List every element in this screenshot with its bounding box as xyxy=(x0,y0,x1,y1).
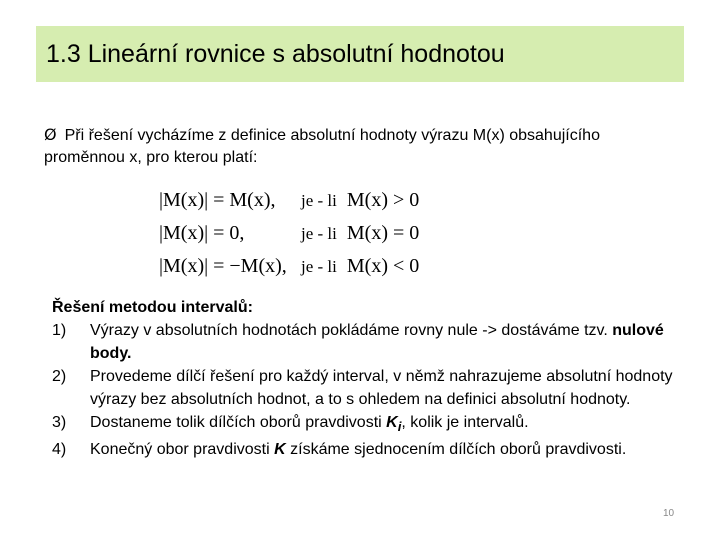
steps-list xyxy=(48,319,698,461)
formula-cond: M(x) > 0 xyxy=(346,189,420,211)
formula-lhs: |M(x)| = 0, xyxy=(159,222,245,244)
intro-text: Při řešení vycházíme z definice absolutní hodnoty výrazu M(x) obsahujícího proměnnou x, pro kterou platí: xyxy=(44,127,600,166)
formula-condition xyxy=(301,251,419,282)
step-bold: K xyxy=(386,414,398,431)
formula-lhs: |M(x)| = M(x), xyxy=(159,189,276,211)
formula-jeli: je - li xyxy=(301,257,337,276)
step-text: Výrazy v absolutních hodnotách pokládáme rovny nule -> dostáváme tzv. xyxy=(90,322,613,339)
step-text-end: získáme sjednocením dílčích oborů pravdivosti. xyxy=(285,441,627,459)
step-bold: K xyxy=(274,441,286,459)
step-number: 4) xyxy=(52,441,67,459)
formula-jeli: je - li xyxy=(301,224,337,243)
formula-condition xyxy=(301,218,419,249)
formula-cond: M(x) < 0 xyxy=(346,255,420,277)
intro-paragraph xyxy=(44,124,684,169)
step-number: 1) xyxy=(52,322,67,339)
title-bar xyxy=(36,26,684,82)
step-text-end: , kolik je intervalů. xyxy=(401,414,529,431)
step-text: Konečný obor pravdivosti xyxy=(90,441,275,459)
arrow-bullet-icon: Ø xyxy=(44,125,57,144)
list-item xyxy=(48,319,698,365)
step-subscript: i xyxy=(397,419,402,435)
formula-condition xyxy=(301,185,419,216)
methods-section xyxy=(48,296,698,461)
formula-row xyxy=(153,185,443,215)
step-text: Provedeme dílčí řešení pro každý interval, v němž nahrazujeme absolutní hodnoty výrazy bez absolutních hodnot, a to s ohledem na definici absolutní hodnoty. xyxy=(90,368,673,408)
formula-cond: M(x) = 0 xyxy=(346,222,420,244)
list-item xyxy=(48,438,698,461)
list-item xyxy=(48,411,698,438)
definition-formulas xyxy=(153,183,443,283)
formula-jeli: je - li xyxy=(301,191,337,210)
step-bold: nulové body. xyxy=(90,322,664,362)
formula-row xyxy=(153,218,443,248)
step-text: Dostaneme tolik dílčích oborů pravdivosti xyxy=(90,414,387,431)
list-item xyxy=(48,365,698,411)
methods-heading: Řešení metodou intervalů: xyxy=(52,299,253,316)
step-number: 3) xyxy=(52,414,67,431)
page-number: 10 xyxy=(663,508,675,519)
slide-title: 1.3 Lineární rovnice s absolutní hodnotou xyxy=(46,40,505,68)
step-number: 2) xyxy=(52,368,67,385)
formula-row xyxy=(153,251,443,281)
formula-lhs: |M(x)| = −M(x), xyxy=(159,255,287,277)
